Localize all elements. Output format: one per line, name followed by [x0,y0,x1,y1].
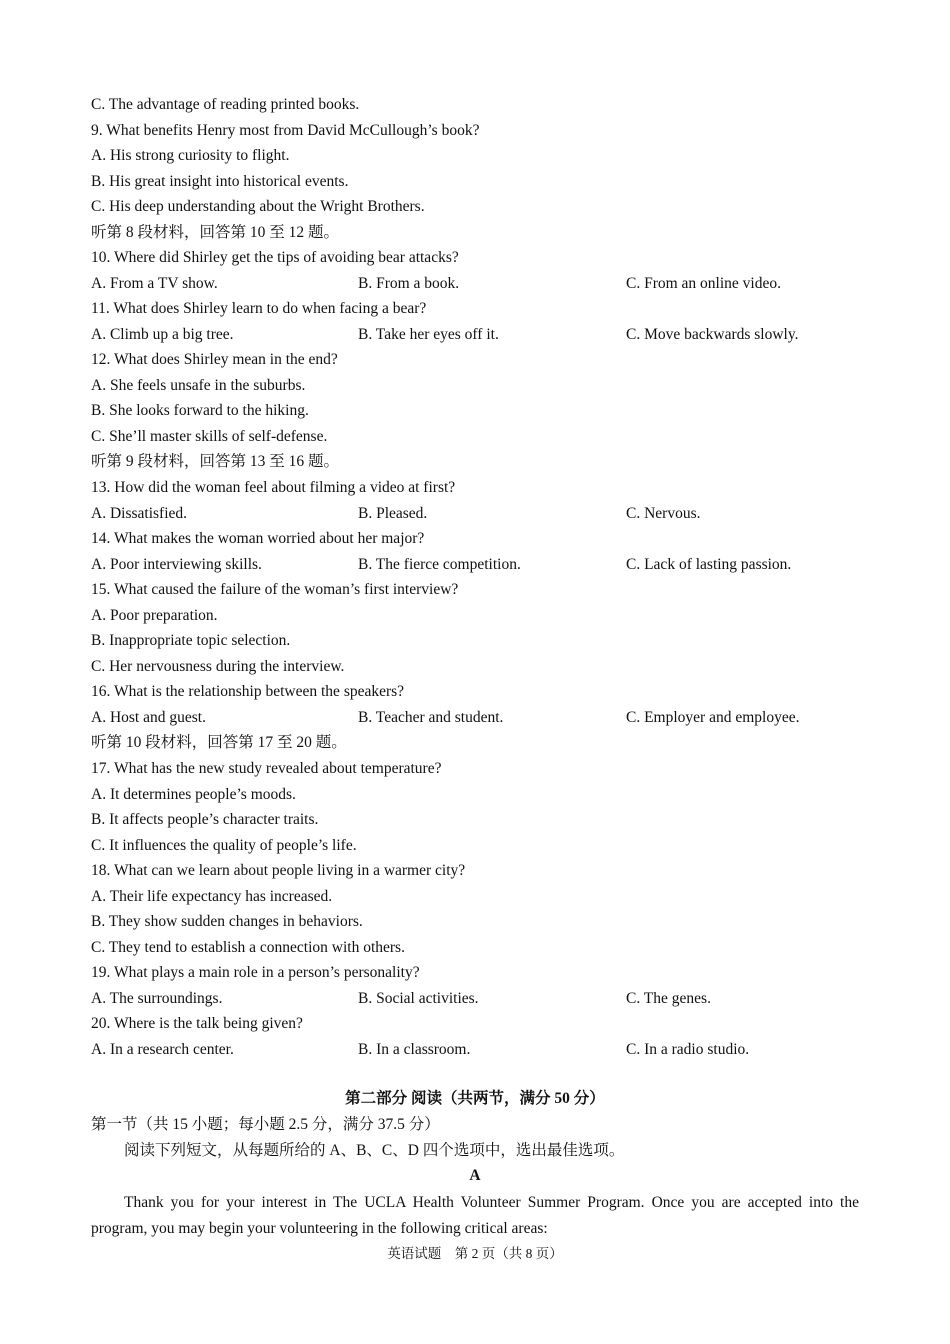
passage-paragraph: Thank you for your interest in The UCLA Health Volunteer Summer Program. Once you are accepted into the program, you may begin your volunteering in the following critical areas: [91,1194,859,1237]
q10-option-b: B. From a book. [358,275,460,292]
q8-option-c: C. The advantage of reading printed books. [91,96,360,113]
section-8-header: 听第 8 段材料，回答第 10 至 12 题。 [91,224,340,241]
q12-question: 12. What does Shirley mean in the end? [91,351,338,368]
reading-part-title: 第二部分 阅读（共两节，满分 50 分） [345,1090,605,1107]
q10-option-a: A. From a TV show. [91,275,218,292]
q19-question: 19. What plays a main role in a person’s personality? [91,964,420,981]
section-10-header: 听第 10 段材料，回答第 17 至 20 题。 [91,734,347,751]
q9-option-c: C. His deep understanding about the Wright Brothers. [91,198,425,215]
reading-instructions: 阅读下列短文，从每题所给的 A、B、C、D 四个选项中，选出最佳选项。 [124,1142,625,1159]
q19-option-a: A. The surroundings. [91,990,223,1007]
page-footer: 英语试题 第 2 页（共 8 页） [387,1246,563,1261]
q17-option-c: C. It influences the quality of people’s life. [91,837,357,854]
q9-option-a: A. His strong curiosity to flight. [91,147,290,164]
q17-option-a: A. It determines people’s moods. [91,786,296,803]
q17-option-b: B. It affects people’s character traits. [91,811,319,828]
q18-option-a: A. Their life expectancy has increased. [91,888,333,905]
q20-option-b: B. In a classroom. [358,1041,471,1058]
passage-label: A [469,1167,481,1184]
q13-option-a: A. Dissatisfied. [91,505,188,522]
q11-option-a: A. Climb up a big tree. [91,326,234,343]
q15-question: 15. What caused the failure of the woman’s first interview? [91,581,459,598]
q12-option-b: B. She looks forward to the hiking. [91,402,309,419]
q11-option-b: B. Take her eyes off it. [358,326,499,343]
q14-question: 14. What makes the woman worried about her major? [91,530,425,547]
q18-option-c: C. They tend to establish a connection with others. [91,939,405,956]
q16-option-b: B. Teacher and student. [358,709,504,726]
q15-option-b: B. Inappropriate topic selection. [91,632,291,649]
q15-option-c: C. Her nervousness during the interview. [91,658,345,675]
q18-question: 18. What can we learn about people living in a warmer city? [91,862,466,879]
q17-question: 17. What has the new study revealed about temperature? [91,760,442,777]
q9-question: 9. What benefits Henry most from David McCullough’s book? [91,122,480,139]
q10-question: 10. Where did Shirley get the tips of avoiding bear attacks? [91,249,459,266]
q20-option-a: A. In a research center. [91,1041,234,1058]
q14-option-c: C. Lack of lasting passion. [626,556,792,573]
q20-question: 20. Where is the talk being given? [91,1015,303,1032]
q13-question: 13. How did the woman feel about filming a video at first? [91,479,456,496]
q9-option-b: B. His great insight into historical events. [91,173,349,190]
q12-option-c: C. She’ll master skills of self-defense. [91,428,328,445]
q19-option-c: C. The genes. [626,990,711,1007]
q19-option-b: B. Social activities. [358,990,479,1007]
q14-option-b: B. The fierce competition. [358,556,521,573]
q16-option-c: C. Employer and employee. [626,709,800,726]
q11-question: 11. What does Shirley learn to do when facing a bear? [91,300,427,317]
q10-option-c: C. From an online video. [626,275,781,292]
q14-option-a: A. Poor interviewing skills. [91,556,262,573]
q13-option-b: B. Pleased. [358,505,428,522]
q15-option-a: A. Poor preparation. [91,607,218,624]
q18-option-b: B. They show sudden changes in behaviors. [91,913,363,930]
q12-option-a: A. She feels unsafe in the suburbs. [91,377,306,394]
section-9-header: 听第 9 段材料，回答第 13 至 16 题。 [91,453,340,470]
q16-option-a: A. Host and guest. [91,709,206,726]
q16-question: 16. What is the relationship between the speakers? [91,683,405,700]
q20-option-c: C. In a radio studio. [626,1041,750,1058]
q13-option-c: C. Nervous. [626,505,701,522]
reading-section-title: 第一节（共 15 小题；每小题 2.5 分，满分 37.5 分） [91,1116,440,1133]
q11-option-c: C. Move backwards slowly. [626,326,799,343]
